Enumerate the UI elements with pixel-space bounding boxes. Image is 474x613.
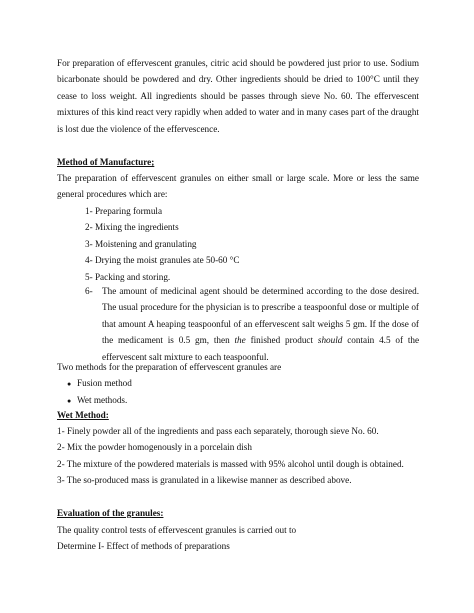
bullet-icon: ● [67,397,72,406]
wet-method-steps [57,423,419,489]
step-6-text-the: the [234,335,246,346]
method-label: Wet methods. [77,395,128,406]
wet-method-step: 2- The mixture of the powdered materials is massed with 95% alcohol until dough is obtained. [57,458,404,469]
manufacture-step: 5- Packing and storing. [85,271,171,282]
wet-method-step: 2- Mix the powder homogenously in a porcelain dish [57,442,252,453]
manufacture-step-6 [57,283,419,365]
evaluation-line-1: The quality control tests of effervescent granules is carried out to [57,525,297,535]
intro-paragraph: For preparation of effervescent granules, citric acid should be powdered just prior to use. Sodium bicarbonate should be powdered and dry. Other ingredients should be dried to 100°C until they cease to loss weight. All ingredients should be passes through sieve No. 60. The effervescent mixtures of this kind react very rapidly when added to water and in many cases part of the draught is lost due the violence of the effervescence. [57,58,419,134]
method-label: Fusion method [77,378,132,388]
evaluation-line-2: Determine I- Effect of methods of preparations [57,541,230,551]
manufacture-steps-list [57,203,419,285]
wet-method-heading: Wet Method: [57,410,109,420]
wet-method-step: 1- Finely powder all of the ingredients and pass each separately, thorough sieve No. 60. [57,426,379,436]
manufacture-heading: Method of Manufacture; [57,157,155,167]
manufacture-step: 1- Preparing formula [85,206,163,216]
methods-bullet-item [57,375,419,392]
step-6-number: 6- [85,286,93,296]
step-6-text-c: contain 4.5 of the effervescent salt mixture to each teaspoonful. [102,335,420,362]
step-6-text-a: The amount of medicinal agent should be determined according to the dose desired. The usual procedure for the physician is to prescribe a teaspoonful dose or multiple of that amount A heaping teaspoonful of an effervescent salt weighs 5 gm. If the dose of the medicament is 0.5 gm, then [102,286,419,346]
evaluation-heading: Evaluation of the granules: [57,508,164,518]
manufacture-intro: The preparation of effervescent granules on either small or large scale. More or less the same general procedures which are: [57,173,419,200]
methods-intro: Two methods for the preparation of effervescent granules are [57,362,282,372]
wet-method-step: 3- The so-produced mass is granulated in a likewise manner as described above. [57,475,352,486]
step-6-text-b: finished product [250,335,314,346]
methods-bullet-list [57,375,419,410]
bullet-icon: ● [67,380,72,388]
manufacture-step: 4- Drying the moist granules ate 50-60 °C [85,255,240,266]
step-6-text-should: should [317,335,343,346]
manufacture-step: 2- Mixing the ingredients [85,222,179,233]
manufacture-step: 3- Moistening and granulating [85,238,197,249]
